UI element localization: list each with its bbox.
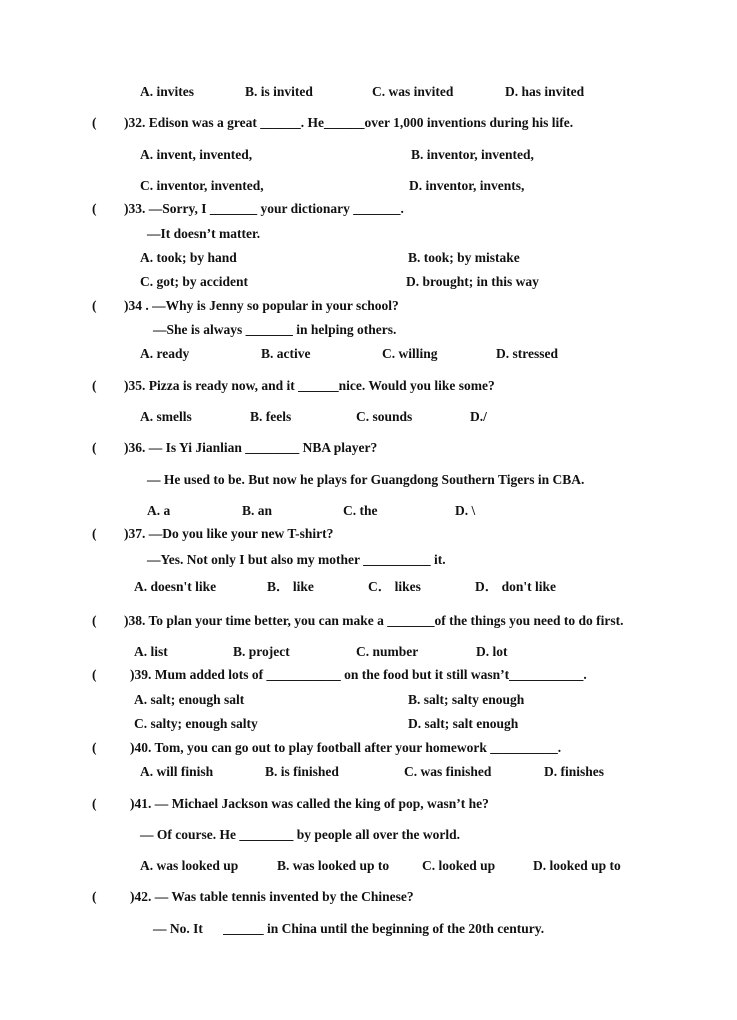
q38-stem: )38. To plan your time better, you can make a _______of the things you need to do first. bbox=[124, 613, 624, 628]
q41-option-b: B. was looked up to bbox=[277, 858, 390, 873]
q32-option-b: B. inventor, invented, bbox=[411, 147, 534, 162]
q41-stem: )41. — Michael Jackson was called the king of pop, wasn’t he? bbox=[130, 796, 489, 811]
q39-option-c: C. salty; enough salty bbox=[134, 716, 258, 731]
q33-option-b: B. took; by mistake bbox=[408, 250, 520, 265]
q41-option-c: C. looked up bbox=[422, 858, 496, 873]
q34-option-d: D. stressed bbox=[496, 346, 558, 361]
q41-option-a: A. was looked up bbox=[140, 858, 239, 873]
q39-option-d: D. salt; salt enough bbox=[408, 716, 519, 731]
q40-option-c: C. was finished bbox=[404, 764, 492, 779]
q33-stem: )33. —Sorry, I _______ your dictionary _______. bbox=[124, 201, 404, 216]
q32-answer-paren: ( bbox=[92, 115, 97, 130]
q35-answer-paren: ( bbox=[92, 378, 97, 393]
q40-answer-paren: ( bbox=[92, 740, 97, 755]
q33-reply: —It doesn’t matter. bbox=[147, 226, 261, 241]
q32-option-d: D. inventor, invents, bbox=[409, 178, 525, 193]
q36-stem: )36. — Is Yi Jianlian ________ NBA player? bbox=[124, 440, 378, 455]
q34-option-b: B. active bbox=[261, 346, 311, 361]
q32-option-a: A. invent, invented, bbox=[140, 147, 253, 162]
q39-option-b: B. salt; salty enough bbox=[408, 692, 525, 707]
q35-stem: )35. Pizza is ready now, and it ______nice. Would you like some? bbox=[124, 378, 495, 393]
q36-option-d: D. \ bbox=[455, 503, 476, 518]
q41-option-d: D. looked up to bbox=[533, 858, 621, 873]
q39-stem: )39. Mum added lots of ___________ on the food but it still wasn’t___________. bbox=[130, 667, 587, 682]
q37-option-c: C． likes bbox=[368, 579, 421, 594]
q37-answer-paren: ( bbox=[92, 526, 97, 541]
q42-stem: )42. — Was table tennis invented by the Chinese? bbox=[130, 889, 414, 904]
q40-stem: )40. Tom, you can go out to play football after your homework __________. bbox=[130, 740, 562, 755]
q31-option-a: A. invites bbox=[140, 84, 194, 99]
q35-option-c: C. sounds bbox=[356, 409, 413, 424]
q34-option-c: C. willing bbox=[382, 346, 438, 361]
q35-option-b: B. feels bbox=[250, 409, 292, 424]
q37-option-d: D． don't like bbox=[475, 579, 557, 594]
q38-option-a: A. list bbox=[134, 644, 168, 659]
q37-option-a: A. doesn't like bbox=[134, 579, 217, 594]
q36-option-c: C. the bbox=[343, 503, 378, 518]
q36-option-b: B. an bbox=[242, 503, 273, 518]
q36-option-a: A. a bbox=[147, 503, 171, 518]
q37-stem: )37. —Do you like your new T-shirt? bbox=[124, 526, 334, 541]
q37-option-b: B． like bbox=[267, 579, 314, 594]
q37-reply: —Yes. Not only I but also my mother __________ it. bbox=[147, 552, 446, 567]
q33-option-d: D. brought; in this way bbox=[406, 274, 539, 289]
q42-answer-paren: ( bbox=[92, 889, 97, 904]
q38-option-d: D. lot bbox=[476, 644, 508, 659]
q36-reply: — He used to be. But now he plays for Guangdong Southern Tigers in CBA. bbox=[147, 472, 585, 487]
q31-option-c: C. was invited bbox=[372, 84, 454, 99]
q42-reply: — No. It ______ in China until the beginning of the 20th century. bbox=[153, 921, 545, 936]
q41-answer-paren: ( bbox=[92, 796, 97, 811]
q33-option-c: C. got; by accident bbox=[140, 274, 248, 289]
q38-option-c: C. number bbox=[356, 644, 419, 659]
q35-option-d: D./ bbox=[470, 409, 487, 424]
q32-option-c: C. inventor, invented, bbox=[140, 178, 264, 193]
q31-option-d: D. has invited bbox=[505, 84, 585, 99]
q33-answer-paren: ( bbox=[92, 201, 97, 216]
q38-answer-paren: ( bbox=[92, 613, 97, 628]
q32-stem: )32. Edison was a great ______. He______over 1,000 inventions during his life. bbox=[124, 115, 574, 130]
q34-option-a: A. ready bbox=[140, 346, 190, 361]
q33-option-a: A. took; by hand bbox=[140, 250, 237, 265]
q40-option-b: B. is finished bbox=[265, 764, 339, 779]
q38-option-b: B. project bbox=[233, 644, 290, 659]
q39-answer-paren: ( bbox=[92, 667, 97, 682]
q35-option-a: A. smells bbox=[140, 409, 192, 424]
q40-option-a: A. will finish bbox=[140, 764, 214, 779]
q34-answer-paren: ( bbox=[92, 298, 97, 313]
q39-option-a: A. salt; enough salt bbox=[134, 692, 245, 707]
q31-option-b: B. is invited bbox=[245, 84, 313, 99]
q34-reply: —She is always _______ in helping others. bbox=[153, 322, 397, 337]
q34-stem: )34 . —Why is Jenny so popular in your school? bbox=[124, 298, 399, 313]
q41-reply: — Of course. He ________ by people all over the world. bbox=[140, 827, 460, 842]
q40-option-d: D. finishes bbox=[544, 764, 605, 779]
q36-answer-paren: ( bbox=[92, 440, 97, 455]
